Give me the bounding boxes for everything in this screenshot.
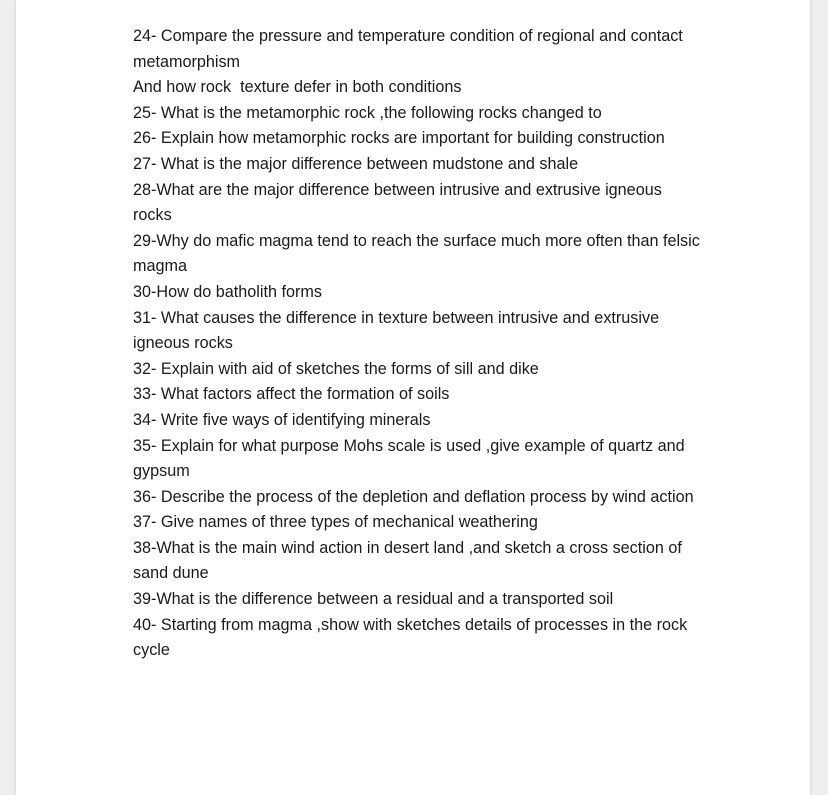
- question-37: 37- Give names of three types of mechanical weathering: [133, 513, 538, 532]
- question-35: 35- Explain for what purpose Mohs scale is used ,give example of quartz and gypsum: [133, 436, 690, 481]
- question-38: 38-What is the main wind action in desert land ,and sketch a cross section of sand dune: [133, 538, 687, 583]
- question-40: 40- Starting from magma ,show with sketches details of processes in the rock cycle: [133, 615, 692, 660]
- question-36: 36- Describe the process of the depletion and deflation process by wind action: [133, 487, 694, 506]
- question-list: [133, 24, 703, 664]
- document-page: [16, 0, 810, 795]
- question-29: 29-Why do mafic magma tend to reach the surface much more often than felsic magma: [133, 231, 705, 276]
- question-24-continued: And how rock texture defer in both conditions: [133, 78, 462, 97]
- question-28: 28-What are the major difference between intrusive and extrusive igneous rocks: [133, 180, 667, 225]
- question-30: 30-How do batholith forms: [133, 282, 322, 301]
- question-27: 27- What is the major difference between mudstone and shale: [133, 154, 579, 173]
- question-32: 32- Explain with aid of sketches the forms of sill and dike: [133, 359, 539, 378]
- question-25: 25- What is the metamorphic rock ,the following rocks changed to: [133, 103, 602, 122]
- question-31: 31- What causes the difference in texture between intrusive and extrusive igneous rocks: [133, 308, 664, 353]
- question-34: 34- Write five ways of identifying minerals: [133, 410, 431, 429]
- question-33: 33- What factors affect the formation of soils: [133, 385, 450, 404]
- question-39: 39-What is the difference between a residual and a transported soil: [133, 590, 614, 609]
- question-24: 24- Compare the pressure and temperature condition of regional and contact metamorphism: [133, 27, 688, 71]
- question-26: 26- Explain how metamorphic rocks are important for building construction: [133, 129, 665, 148]
